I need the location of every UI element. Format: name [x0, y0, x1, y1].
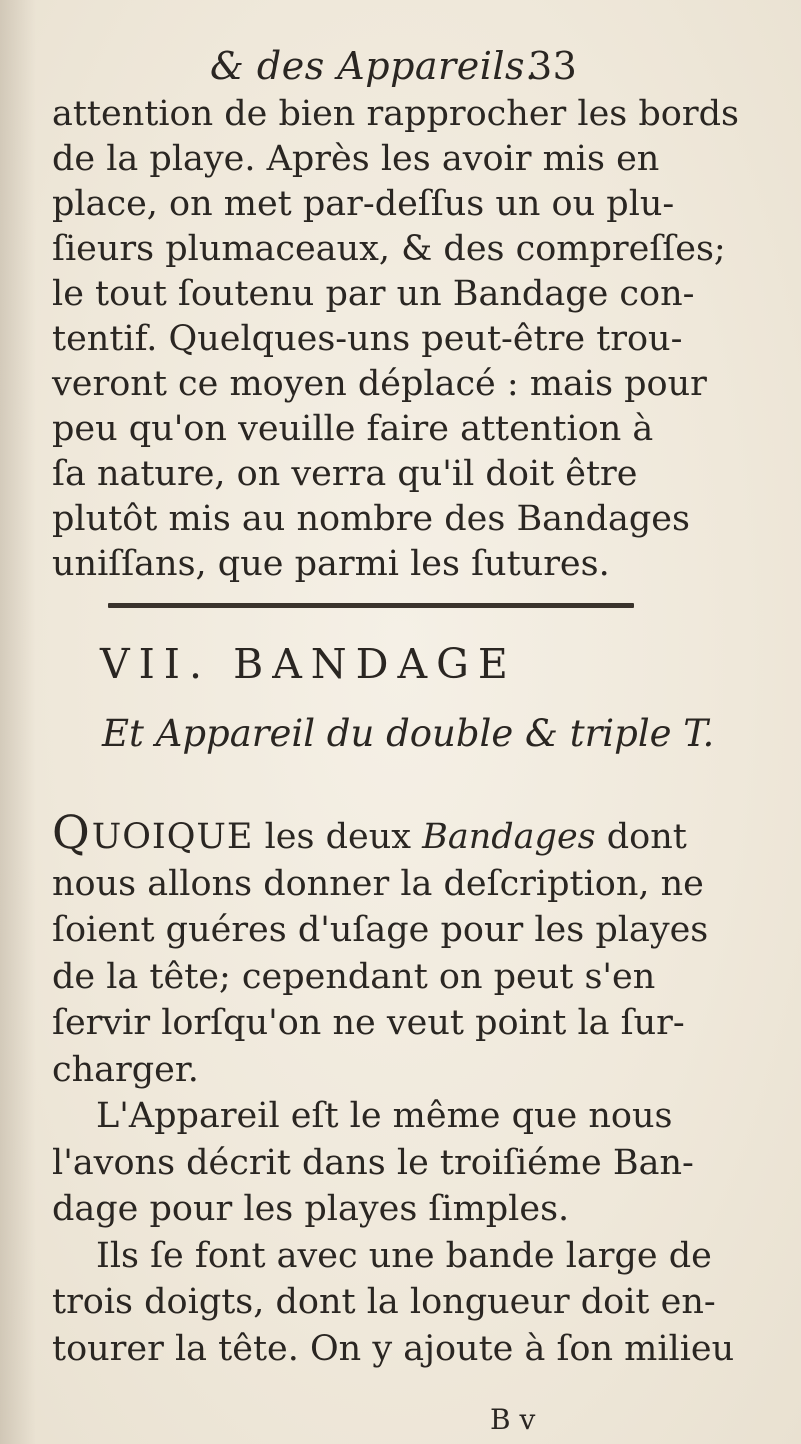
paragraph-1 — [52, 92, 772, 587]
text-line: place, on met par-deſſus un ou plu- — [52, 184, 675, 224]
first-line-italic: Bandages — [422, 817, 596, 857]
text-line: ſervir lorſqu'on ne veut point la ſur- — [52, 1003, 685, 1043]
text-line: plutôt mis au nombre des Bandages — [52, 499, 690, 539]
text-line: trois doigts, dont la longueur doit en- — [52, 1282, 716, 1322]
page-number: 33 — [528, 44, 578, 88]
first-line-text: les deux — [253, 817, 423, 857]
text-line: ſoient guéres d'uſage pour les playes — [52, 910, 709, 950]
running-head-title: & des Appareils. — [210, 44, 538, 88]
first-line — [52, 805, 772, 861]
text-line: attention de bien rapprocher les bords — [52, 94, 739, 134]
text-line: charger. — [52, 1049, 199, 1090]
text-line: Ils ſe font avec une bande large de — [96, 1235, 712, 1276]
text-line: nous allons donner la deſcription, ne — [52, 863, 704, 904]
drop-cap: Q — [52, 805, 90, 859]
running-head — [210, 44, 610, 88]
text-line: tentif. Quelques-uns peut-être trou- — [52, 319, 683, 359]
section-divider-rule — [108, 603, 634, 608]
text-line: l'avons décrit dans le troiſiéme Ban- — [52, 1142, 694, 1183]
text-line: dage pour les playes ſimples. — [52, 1189, 570, 1229]
first-word-small-caps: UOIQUE — [91, 817, 254, 857]
signature-mark: B v — [490, 1403, 536, 1436]
text-line: tourer la tête. On y ajoute à ſon milieu — [52, 1328, 735, 1369]
text-line: uniſſans, que parmi les ſutures. — [52, 544, 610, 584]
section-subtitle: Et Appareil du double & triple T. — [102, 712, 715, 755]
text-line: de la tête; cependant on peut s'en — [52, 956, 656, 997]
text-line: veront ce moyen déplacé : mais pour — [52, 364, 707, 404]
text-line: de la playe. Après les avoir mis en — [52, 139, 660, 179]
section-heading: VII. BANDAGE — [100, 640, 517, 688]
gutter-shadow — [0, 0, 36, 1444]
text-line: peu qu'on veuille faire attention à — [52, 409, 654, 449]
text-line: le tout ſoutenu par un Bandage con- — [52, 274, 695, 314]
text-line: ſa nature, on verra qu'il doit être — [52, 454, 638, 494]
text-line: L'Appareil eſt le même que nous — [96, 1096, 673, 1136]
body-text-section — [52, 805, 772, 1372]
text-line: ſieurs plumaceaux, & des compreſſes; — [52, 229, 726, 269]
first-line-text-end: dont — [595, 817, 687, 857]
